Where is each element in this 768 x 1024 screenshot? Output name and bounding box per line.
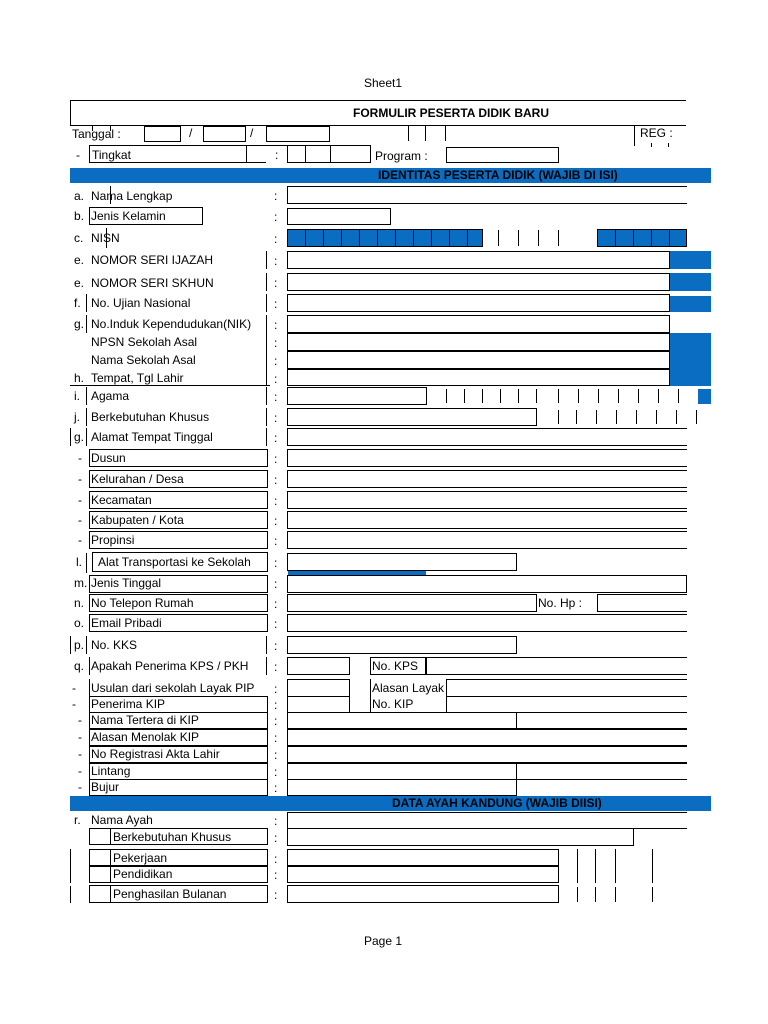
tick xyxy=(110,866,111,883)
tick xyxy=(652,849,653,883)
tick xyxy=(266,315,267,385)
sheet-name: Sheet1 xyxy=(364,76,403,90)
tick xyxy=(89,679,90,697)
tick xyxy=(656,410,657,424)
prefix: - xyxy=(78,747,82,761)
prefix: l. xyxy=(76,555,82,569)
alasan-layak-label: Alasan Layak xyxy=(372,681,445,695)
row-line xyxy=(70,385,270,386)
prefix: n. xyxy=(74,596,85,610)
colon: : xyxy=(274,232,278,246)
telepon-label: No Telepon Rumah xyxy=(91,596,194,610)
tick xyxy=(92,125,93,131)
colon: : xyxy=(274,852,278,866)
colon: : xyxy=(274,781,278,795)
no-kip-field[interactable] xyxy=(446,696,687,713)
nisn-extra-cells[interactable] xyxy=(597,229,687,247)
colon: : xyxy=(274,189,278,203)
prefix: - xyxy=(78,713,82,727)
tick xyxy=(86,294,87,312)
jenis-kelamin-field[interactable] xyxy=(287,208,391,225)
penerima-kip-field[interactable] xyxy=(287,696,350,713)
title-top-border xyxy=(70,100,686,101)
prefix: i. xyxy=(74,389,80,403)
prefix: - xyxy=(78,533,82,547)
tick xyxy=(425,126,426,141)
email-label: Email Pribadi xyxy=(91,616,162,630)
tick xyxy=(266,408,267,426)
prefix: - xyxy=(78,451,82,465)
jenis-tinggal-field[interactable] xyxy=(287,575,687,593)
alasan-menolak-label: Alasan Menolak KIP xyxy=(91,730,200,744)
tick xyxy=(305,145,306,163)
tick xyxy=(658,389,659,403)
propinsi-field[interactable] xyxy=(287,531,687,549)
form-title: FORMULIR PESERTA DIDIK BARU xyxy=(353,106,549,120)
tick xyxy=(578,389,579,403)
tick xyxy=(110,828,111,845)
email-field[interactable] xyxy=(287,614,687,632)
colon: : xyxy=(274,617,278,631)
colon: : xyxy=(274,831,278,845)
berkebutuhan-field[interactable] xyxy=(287,408,537,426)
ujian-nasional-field[interactable] xyxy=(287,294,670,312)
blue-fill xyxy=(698,389,711,404)
date-separator: / xyxy=(250,126,254,140)
colon: : xyxy=(274,639,278,653)
tick xyxy=(86,408,87,426)
tick xyxy=(652,887,653,902)
ttl-field[interactable] xyxy=(287,369,670,386)
colon: : xyxy=(274,473,278,487)
nama-kip-field-extra[interactable] xyxy=(516,712,687,729)
ayah-berkebutuhan-label: Berkebutuhan Khusus xyxy=(113,830,232,844)
prefix: - xyxy=(78,764,82,778)
prefix: - xyxy=(78,513,82,527)
tick xyxy=(634,126,635,146)
prefix: h. xyxy=(74,371,85,385)
nama-lengkap-label: Nama Lengkap xyxy=(91,189,173,203)
seri-ijazah-label: NOMOR SERI IJAZAH xyxy=(91,253,214,267)
tanggal-label: Tanggal : xyxy=(72,127,121,141)
ayah-pekerjaan-field[interactable] xyxy=(287,849,559,866)
tick xyxy=(266,657,267,675)
tick xyxy=(678,389,679,403)
section-band-ayah xyxy=(70,796,711,811)
tick xyxy=(110,849,111,866)
tick xyxy=(676,410,677,424)
colon: : xyxy=(274,731,278,745)
prefix: - xyxy=(72,681,76,695)
jenis-kelamin-label: Jenis Kelamin xyxy=(91,209,166,223)
transportasi-label: Alat Transportasi ke Sekolah xyxy=(98,555,251,569)
program-label: Program : xyxy=(375,149,428,163)
tick xyxy=(498,230,499,246)
usulan-pip-field[interactable] xyxy=(287,679,350,697)
ayah-pendidikan-field[interactable] xyxy=(287,866,559,883)
tick xyxy=(266,251,267,269)
prefix: f. xyxy=(74,296,81,310)
colon: : xyxy=(274,682,278,696)
tick xyxy=(330,145,331,163)
prefix: - xyxy=(78,472,82,486)
tick xyxy=(500,389,501,403)
ayah-berkebutuhan-field[interactable] xyxy=(287,828,634,846)
ayah-pekerjaan-label: Pekerjaan xyxy=(113,851,168,865)
tick xyxy=(70,886,71,903)
bujur-field[interactable] xyxy=(287,779,517,796)
kps-field[interactable] xyxy=(287,657,350,675)
tick xyxy=(616,410,617,424)
kabupaten-field[interactable] xyxy=(287,511,687,529)
date-separator: / xyxy=(189,126,193,140)
tick xyxy=(445,126,446,141)
kelurahan-label: Kelurahan / Desa xyxy=(91,472,184,486)
tick xyxy=(106,228,107,248)
blue-fill xyxy=(670,296,711,312)
usulan-pip-label: Usulan dari sekolah Layak PIP xyxy=(91,681,255,695)
colon: : xyxy=(274,534,278,548)
tick xyxy=(86,553,87,573)
lintang-field[interactable] xyxy=(287,763,517,780)
kecamatan-field[interactable] xyxy=(287,491,687,509)
lintang-label: Lintang xyxy=(91,764,131,778)
tick xyxy=(615,849,616,883)
tick xyxy=(536,389,537,403)
row-line xyxy=(516,763,687,764)
tick xyxy=(464,389,465,403)
tingkat-label: Tingkat xyxy=(92,148,131,162)
tick xyxy=(110,885,111,903)
tick xyxy=(446,389,447,403)
kks-field[interactable] xyxy=(287,636,517,654)
sekolah-asal-field[interactable] xyxy=(287,351,670,369)
no-kps-field[interactable] xyxy=(426,657,687,675)
jenis-tinggal-label: Jenis Tinggal xyxy=(91,576,162,590)
prefix: c. xyxy=(74,231,84,245)
tick xyxy=(595,887,596,902)
tick xyxy=(266,294,267,312)
no-hp-field[interactable] xyxy=(597,594,687,612)
prefix: e. xyxy=(74,253,85,267)
prefix: b. xyxy=(74,209,85,223)
colon: : xyxy=(274,411,278,425)
prefix: m. xyxy=(74,576,88,590)
colon: : xyxy=(274,660,278,674)
colon: : xyxy=(274,868,278,882)
nisn-label: NISN xyxy=(91,231,120,245)
tick xyxy=(518,230,519,246)
tick xyxy=(482,389,483,403)
no-hp-label: No. Hp : xyxy=(538,596,583,610)
blue-fill xyxy=(670,333,711,386)
prefix: - xyxy=(78,493,82,507)
ttl-label: Tempat, Tgl Lahir xyxy=(91,371,184,385)
tick xyxy=(558,389,559,403)
akta-lahir-field[interactable] xyxy=(287,746,687,763)
nisn-digit-cells[interactable] xyxy=(287,229,483,247)
prefix: g. xyxy=(74,430,85,444)
tick xyxy=(370,679,371,715)
colon: : xyxy=(274,372,278,386)
nik-label: No.Induk Kependudukan(NIK) xyxy=(91,317,252,331)
tingkat-field[interactable] xyxy=(287,145,371,163)
tick xyxy=(89,145,90,163)
colon: : xyxy=(274,297,278,311)
nama-ayah-field[interactable] xyxy=(287,812,687,829)
colon: : xyxy=(274,748,278,762)
ayah-penghasilan-label: Penghasilan Bulanan xyxy=(113,887,227,901)
tick xyxy=(668,143,669,147)
kelurahan-field[interactable] xyxy=(287,470,687,488)
section-title-ayah: DATA AYAH KANDUNG (WAJIB DIISI) xyxy=(392,796,602,810)
transportasi-field[interactable] xyxy=(287,553,517,571)
tick xyxy=(266,636,267,654)
section-title-identitas: IDENTITAS PESERTA DIDIK (WAJIB DI ISI) xyxy=(378,168,618,182)
berkebutuhan-label: Berkebutuhan Khusus xyxy=(91,410,210,424)
no-kps-label: No. KPS xyxy=(372,659,419,673)
prefix: - xyxy=(72,697,76,711)
tick xyxy=(651,143,652,147)
tanggal-day-field[interactable] xyxy=(144,126,181,142)
agama-label: Agama xyxy=(91,389,130,403)
tick xyxy=(577,849,578,883)
colon: : xyxy=(274,254,278,268)
tick xyxy=(70,636,71,654)
colon: : xyxy=(274,452,278,466)
colon: : xyxy=(274,765,278,779)
prefix: q. xyxy=(74,659,85,673)
nik-field[interactable] xyxy=(287,315,670,333)
akta-lahir-label: No Registrasi Akta Lahir xyxy=(91,747,220,761)
prefix: e. xyxy=(74,276,85,290)
colon: : xyxy=(274,390,278,404)
tick xyxy=(70,428,71,446)
colon: : xyxy=(275,148,279,162)
colon: : xyxy=(274,714,278,728)
ayah-pendidikan-label: Pendidikan xyxy=(113,867,173,881)
colon: : xyxy=(274,698,278,712)
tick xyxy=(266,428,267,446)
colon: : xyxy=(274,210,278,224)
no-kip-label: No. KIP xyxy=(372,697,414,711)
tick xyxy=(86,636,87,654)
npsn-label: NPSN Sekolah Asal xyxy=(91,335,198,349)
colon: : xyxy=(274,276,278,290)
seri-skhun-label: NOMOR SERI SKHUN xyxy=(91,276,214,290)
prefix: o. xyxy=(74,616,85,630)
sekolah-asal-label: Nama Sekolah Asal xyxy=(91,353,196,367)
tick xyxy=(70,849,71,883)
tingkat-dash: - xyxy=(76,148,80,162)
tick xyxy=(86,387,87,405)
telepon-field[interactable] xyxy=(287,594,537,612)
prefix: j. xyxy=(74,410,80,424)
seri-skhun-field[interactable] xyxy=(287,273,670,291)
npsn-field[interactable] xyxy=(287,333,670,351)
tanggal-month-field[interactable] xyxy=(203,126,246,142)
kecamatan-label: Kecamatan xyxy=(91,493,152,507)
tick xyxy=(86,428,87,446)
tick xyxy=(110,125,111,131)
reg-label: REG : xyxy=(640,126,673,140)
tick xyxy=(558,410,559,424)
alasan-layak-field[interactable] xyxy=(446,679,687,697)
tick xyxy=(110,186,111,204)
colon: : xyxy=(274,888,278,902)
prefix: - xyxy=(78,730,82,744)
colon: : xyxy=(274,354,278,368)
blue-fill xyxy=(670,251,711,269)
alasan-menolak-field[interactable] xyxy=(287,729,687,746)
tick xyxy=(595,849,596,883)
tick xyxy=(89,657,90,675)
tick xyxy=(266,387,267,405)
nama-kip-field[interactable] xyxy=(287,712,517,729)
nama-lengkap-field[interactable] xyxy=(287,186,687,204)
prefix: a. xyxy=(74,189,85,203)
tick xyxy=(266,273,267,291)
tick xyxy=(618,389,619,403)
colon: : xyxy=(274,514,278,528)
ujian-nasional-label: No. Ujian Nasional xyxy=(91,296,191,310)
colon: : xyxy=(274,336,278,350)
prefix: - xyxy=(78,780,82,794)
tick xyxy=(596,410,597,424)
tick xyxy=(636,410,637,424)
kks-label: No. KKS xyxy=(91,638,138,652)
tick xyxy=(577,887,578,902)
prefix: g. xyxy=(74,317,85,331)
tick xyxy=(638,389,639,403)
nama-ayah-label: Nama Ayah xyxy=(91,813,153,827)
tick xyxy=(408,126,409,141)
colon: : xyxy=(274,431,278,445)
prefix: p. xyxy=(74,638,85,652)
tick xyxy=(696,410,697,424)
penerima-kip-label: Penerima KIP xyxy=(91,697,166,711)
row-line xyxy=(516,779,687,780)
tick xyxy=(86,315,87,333)
tingkat-bottom-line xyxy=(90,162,266,163)
colon: : xyxy=(274,494,278,508)
tick xyxy=(615,887,616,902)
tick xyxy=(558,230,559,246)
kps-label: Apakah Penerima KPS / PKH xyxy=(91,659,249,673)
kabupaten-label: Kabupaten / Kota xyxy=(91,513,184,527)
alamat-label: Alamat Tempat Tinggal xyxy=(91,430,213,444)
colon: : xyxy=(274,577,278,591)
title-left-border xyxy=(70,100,71,126)
bujur-label: Bujur xyxy=(91,780,120,794)
program-field[interactable] xyxy=(446,147,559,163)
nama-kip-label: Nama Tertera di KIP xyxy=(91,713,199,727)
prefix: r. xyxy=(74,813,81,827)
seri-ijazah-field[interactable] xyxy=(287,251,670,269)
colon: : xyxy=(274,597,278,611)
alamat-field[interactable] xyxy=(287,428,687,446)
ayah-penghasilan-field[interactable] xyxy=(287,885,559,903)
dusun-label: Dusun xyxy=(91,451,126,465)
agama-field[interactable] xyxy=(287,387,427,405)
tick xyxy=(598,389,599,403)
tick xyxy=(538,230,539,246)
propinsi-label: Propinsi xyxy=(91,533,135,547)
colon: : xyxy=(274,318,278,332)
tick xyxy=(576,410,577,424)
colon: : xyxy=(274,814,278,828)
blue-fill xyxy=(670,273,711,291)
dusun-field[interactable] xyxy=(287,449,687,467)
tick xyxy=(246,145,247,162)
tick xyxy=(518,389,519,403)
colon: : xyxy=(274,556,278,570)
tanggal-year-field[interactable] xyxy=(266,126,330,142)
page-label: Page 1 xyxy=(364,934,403,948)
